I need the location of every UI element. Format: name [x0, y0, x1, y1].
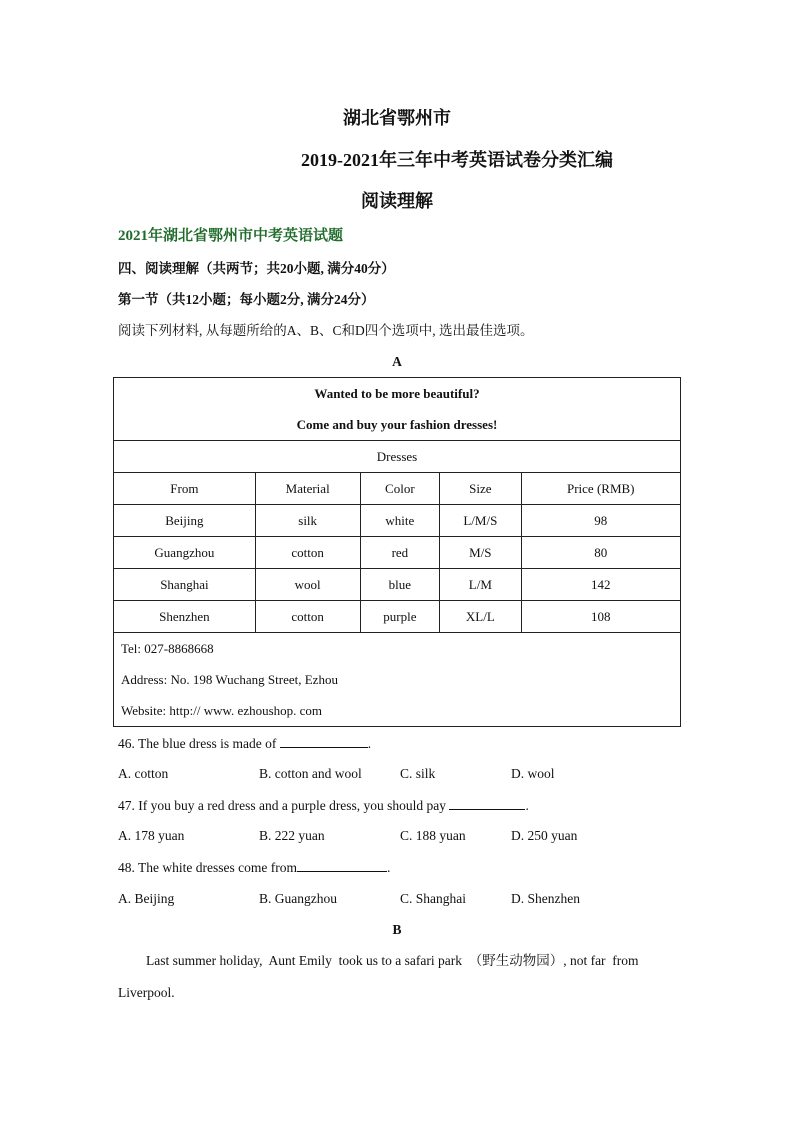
table-header-row [114, 473, 681, 505]
cell: red [360, 537, 440, 569]
option: C. silk [400, 766, 436, 781]
option: C. 188 yuan [400, 828, 466, 843]
contact-info [114, 633, 681, 727]
cell: purple [360, 601, 440, 633]
dress-ad-table [113, 377, 681, 727]
cell: white [360, 505, 440, 537]
option: A. cotton [118, 766, 169, 781]
column-header: Price (RMB) [521, 473, 680, 505]
section-heading: 2021年湖北省鄂州市中考英语试题 [118, 228, 344, 244]
cell: Shenzhen [114, 601, 256, 633]
cell: Guangzhou [114, 537, 256, 569]
cell: cotton [255, 601, 360, 633]
question-46: 46. The blue dress is made of . [118, 736, 372, 751]
cell: Shanghai [114, 569, 256, 601]
cell: M/S [440, 537, 521, 569]
cell: cotton [255, 537, 360, 569]
question-stem: 48. The white dresses come from [118, 860, 297, 875]
question-47: 47. If you buy a red dress and a purple dress, you should pay . [118, 798, 529, 813]
answer-blank [449, 797, 525, 810]
ad-headline [114, 378, 681, 441]
option: B. Guangzhou [259, 891, 337, 906]
ad-headline-1: Wanted to be more beautiful? [314, 386, 480, 401]
cell: 142 [521, 569, 680, 601]
passage-b-text-cont: Liverpool. [118, 985, 175, 1000]
cell: 98 [521, 505, 680, 537]
option: B. cotton and wool [259, 766, 362, 781]
part-heading: 四、阅读理解（共两节；共20小题, 满分40分） [118, 261, 395, 276]
option: D. 250 yuan [511, 828, 578, 843]
cell: L/M [440, 569, 521, 601]
table-row [114, 569, 681, 601]
cell: XL/L [440, 601, 521, 633]
option: B. 222 yuan [259, 828, 325, 843]
title-line-1: 湖北省鄂州市 [343, 108, 451, 128]
question-stem: 47. If you buy a red dress and a purple dress, you should pay [118, 798, 447, 813]
table-row [114, 601, 681, 633]
option: A. 178 yuan [118, 828, 185, 843]
tel: Tel: 027-8868668 [121, 641, 214, 656]
cell: 108 [521, 601, 680, 633]
passage-a-label: A [392, 354, 402, 369]
ad-headline-2: Come and buy your fashion dresses! [296, 417, 498, 432]
passage-b-label: B [392, 922, 402, 937]
option: A. Beijing [118, 891, 175, 906]
answer-blank [297, 859, 387, 872]
address: Address: No. 198 Wuchang Street, Ezhou [121, 672, 338, 687]
answer-blank [280, 735, 368, 748]
column-header: From [114, 473, 256, 505]
cell: wool [255, 569, 360, 601]
column-header: Material [255, 473, 360, 505]
option: D. wool [511, 766, 555, 781]
table-caption: Dresses [114, 441, 681, 473]
cell: blue [360, 569, 440, 601]
table-row [114, 505, 681, 537]
title-line-3: 阅读理解 [361, 191, 433, 211]
table-row [114, 537, 681, 569]
cell: Beijing [114, 505, 256, 537]
subpart-heading: 第一节（共12小题；每小题2分, 满分24分） [118, 292, 375, 307]
website: Website: http:// www. ezhoushop. com [121, 703, 323, 718]
question-stem: 46. The blue dress is made of [118, 736, 277, 751]
option: C. Shanghai [400, 891, 466, 906]
column-header: Size [440, 473, 521, 505]
cell: silk [255, 505, 360, 537]
option: D. Shenzhen [511, 891, 580, 906]
title-line-2: 2019-2021年三年中考英语试卷分类汇编 [301, 150, 613, 170]
instruction: 阅读下列材料, 从每题所给的A、B、C和D四个选项中, 选出最佳选项。 [118, 323, 534, 338]
cell: L/M/S [440, 505, 521, 537]
column-header: Color [360, 473, 440, 505]
cell: 80 [521, 537, 680, 569]
question-48: 48. The white dresses come from . [118, 860, 391, 875]
passage-b-text: Last summer holiday, Aunt Emily took us to a safari park （野生动物园）, not far from [146, 953, 639, 968]
